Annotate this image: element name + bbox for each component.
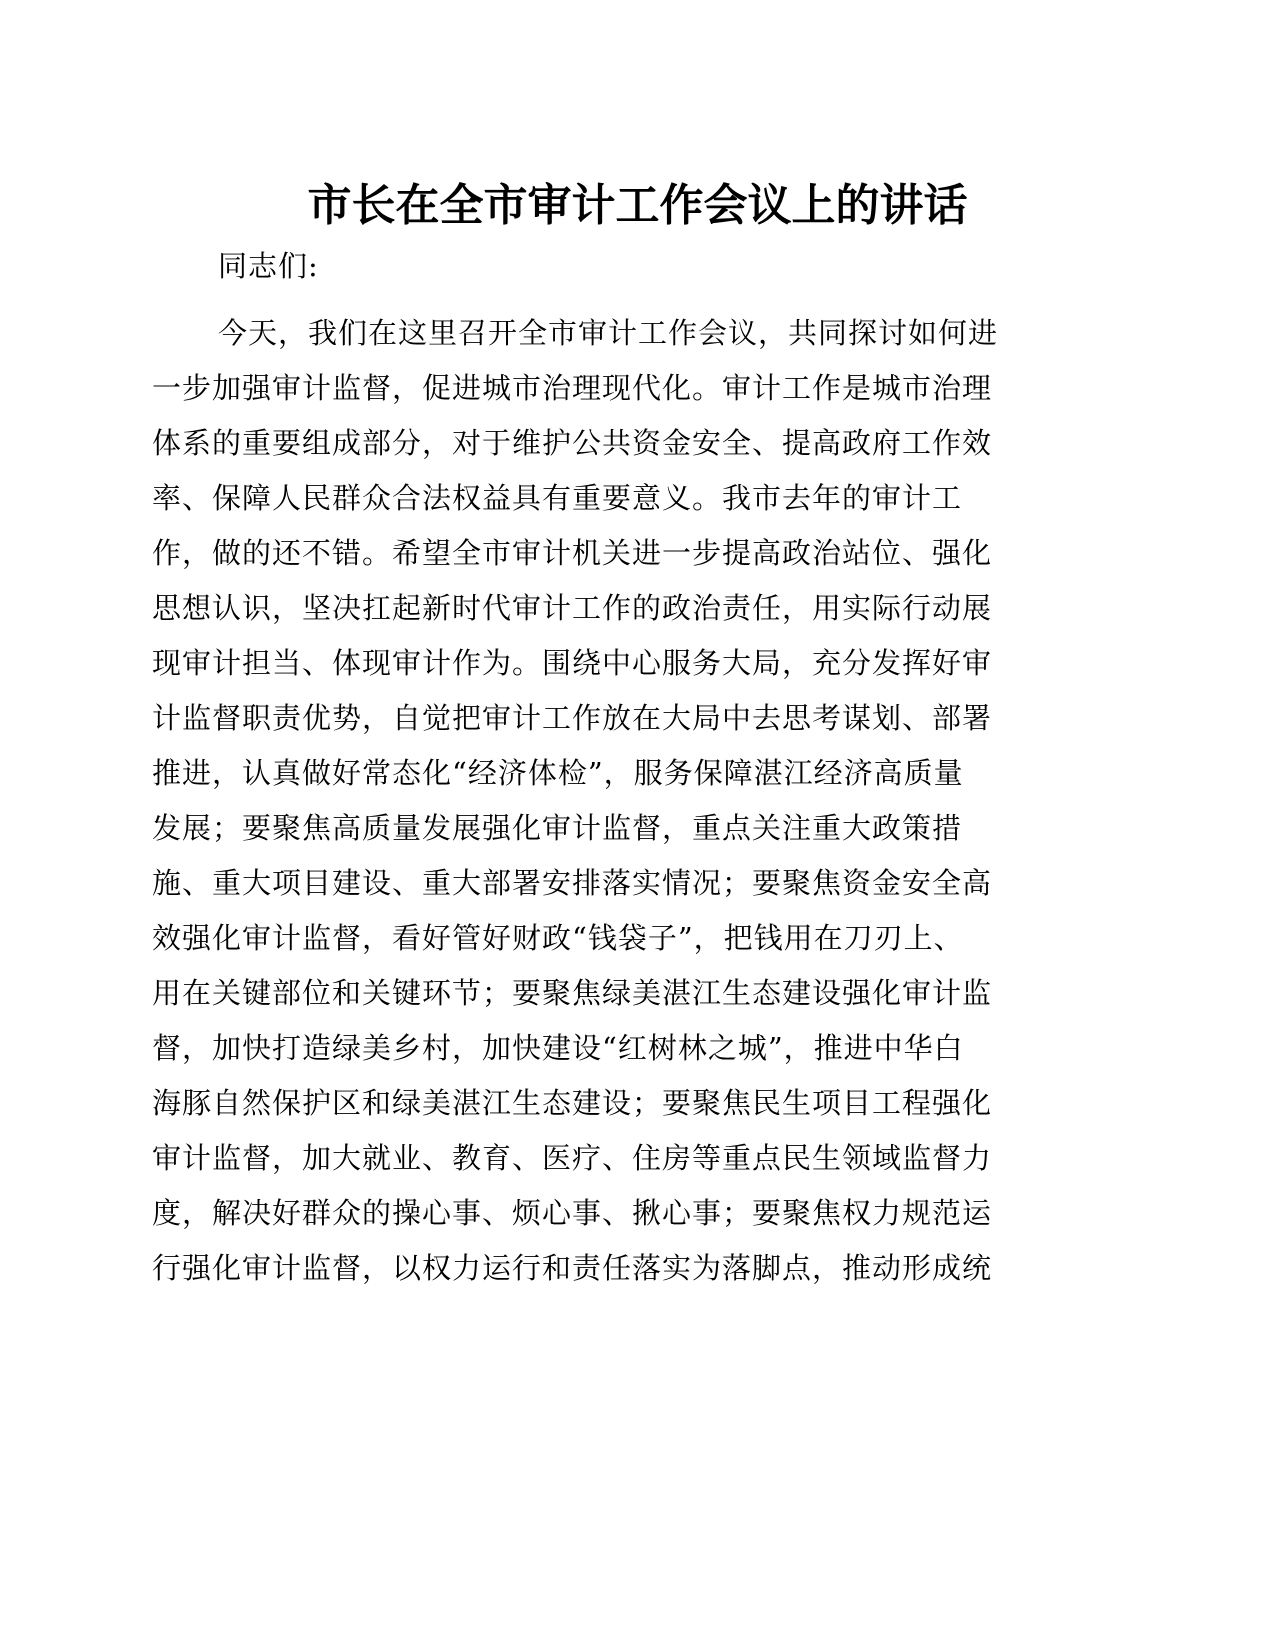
paragraph-line: 今天，我们在这里召开全市审计工作会议，共同探讨如何进	[218, 316, 999, 350]
paragraph-line: 行强化审计监督，以权力运行和责任落实为落脚点，推动形成统	[152, 1251, 993, 1285]
paragraph-line: 体系的重要组成部分，对于维护公共资金安全、提高政府工作效	[152, 426, 993, 460]
paragraph-line: 现审计担当、体现审计作为。围绕中心服务大局，充分发挥好审	[152, 646, 993, 680]
paragraph-line: 思想认识，坚决扛起新时代审计工作的政治责任，用实际行动展	[152, 591, 993, 625]
paragraph-line: 计监督职责优势，自觉把审计工作放在大局中去思考谋划、部署	[152, 701, 993, 735]
paragraph-line: 用在关键部位和关键环节；要聚焦绿美湛江生态建设强化审计监	[152, 976, 993, 1010]
paragraph-line: 督，加快打造绿美乡村，加快建设“红树林之城”，推进中华白	[152, 1031, 964, 1065]
paragraph-line: 审计监督，加大就业、教育、医疗、住房等重点民生领域监督力	[152, 1141, 993, 1175]
paragraph-line: 作，做的还不错。希望全市审计机关进一步提高政治站位、强化	[152, 536, 993, 570]
greeting: 同志们:	[218, 249, 319, 283]
document-title: 市长在全市审计工作会议上的讲话	[307, 180, 968, 231]
paragraph-line: 施、重大项目建设、重大部署安排落实情况；要聚焦资金安全高	[152, 866, 993, 900]
paragraph-line: 率、保障人民群众合法权益具有重要意义。我市去年的审计工	[152, 481, 963, 515]
paragraph-line: 效强化审计监督，看好管好财政“钱袋子”，把钱用在刀刃上、	[152, 921, 964, 955]
paragraph-line: 推进，认真做好常态化“经济体检”，服务保障湛江经济高质量	[152, 756, 964, 790]
paragraph-line: 度，解决好群众的操心事、烦心事、揪心事；要聚焦权力规范运	[152, 1196, 993, 1230]
paragraph-line: 海豚自然保护区和绿美湛江生态建设；要聚焦民生项目工程强化	[152, 1086, 993, 1120]
paragraph-line: 发展；要聚焦高质量发展强化审计监督，重点关注重大政策措	[152, 811, 963, 845]
paragraph-line: 一步加强审计监督，促进城市治理现代化。审计工作是城市治理	[152, 371, 993, 405]
